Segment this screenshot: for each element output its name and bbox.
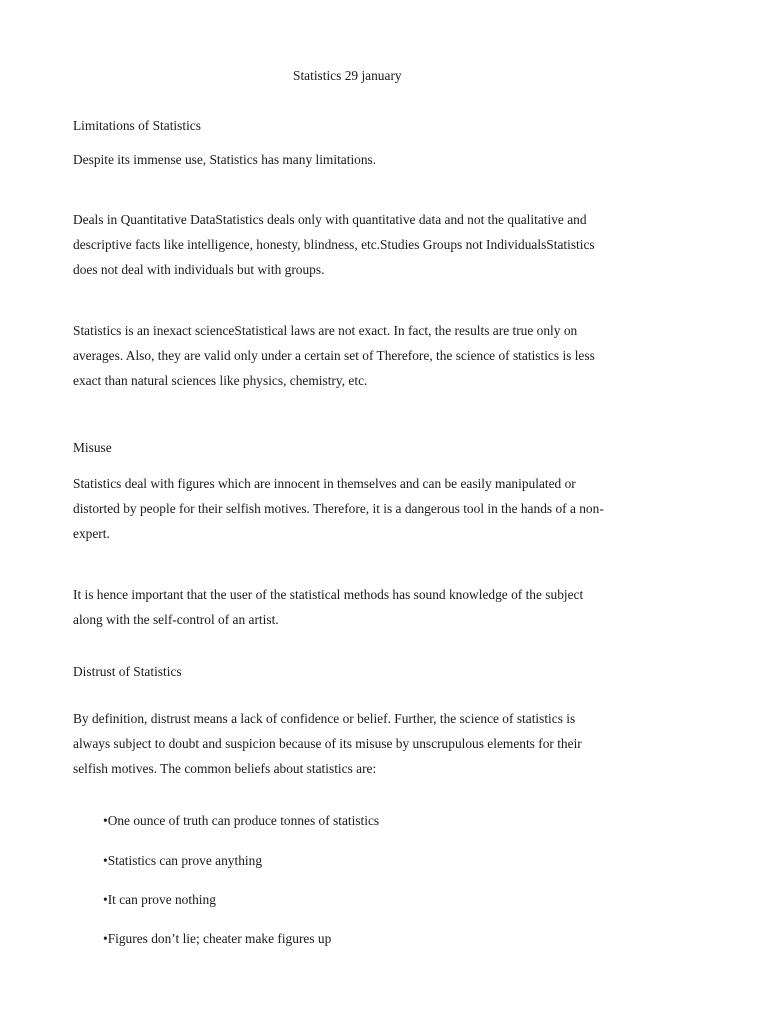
paragraph-inexact-line: averages. Also, they are valid only under a certain set of Therefore, the science of statistics is less [73, 348, 595, 363]
belief-list-item: •Statistics can prove anything [103, 853, 263, 868]
heading-misuse: Misuse [73, 440, 112, 455]
paragraph-quantitative-line: descriptive facts like intelligence, honesty, blindness, etc.Studies Groups not IndividualsStatistics [73, 237, 595, 252]
paragraph-inexact-line: Statistics is an inexact scienceStatistical laws are not exact. In fact, the results are true only on [73, 323, 578, 338]
paragraph-distrust-line: always subject to doubt and suspicion because of its misuse by unscrupulous elements for their [73, 736, 582, 751]
heading-distrust: Distrust of Statistics [73, 664, 182, 679]
paragraph-misuse-line: distorted by people for their selfish motives. Therefore, it is a dangerous tool in the hands of a non- [73, 501, 604, 516]
paragraph-distrust-line: By definition, distrust means a lack of confidence or belief. Further, the science of statistics is [73, 711, 576, 726]
paragraph-quantitative-line: does not deal with individuals but with groups. [73, 262, 325, 277]
belief-list-item: •One ounce of truth can produce tonnes of statistics [103, 813, 380, 828]
belief-list-item: •It can prove nothing [103, 892, 216, 907]
paragraph-misuse-line: Statistics deal with figures which are innocent in themselves and can be easily manipulated or [73, 476, 576, 491]
intro-paragraph: Despite its immense use, Statistics has many limitations. [73, 152, 377, 167]
heading-limitations: Limitations of Statistics [73, 118, 201, 133]
belief-list-item: •Figures don’t lie; cheater make figures up [103, 931, 332, 946]
paragraph-distrust-line: selfish motives. The common beliefs about statistics are: [73, 761, 377, 776]
paragraph-inexact-line: exact than natural sciences like physics, chemistry, etc. [73, 373, 368, 388]
document-title: Statistics 29 january [293, 68, 402, 83]
paragraph-misuse-line: expert. [73, 526, 110, 541]
paragraph-important-line: It is hence important that the user of the statistical methods has sound knowledge of the subject [73, 587, 584, 602]
paragraph-quantitative-line: Deals in Quantitative DataStatistics deals only with quantitative data and not the qualitative and [73, 212, 587, 227]
paragraph-important-line: along with the self-control of an artist. [73, 612, 279, 627]
